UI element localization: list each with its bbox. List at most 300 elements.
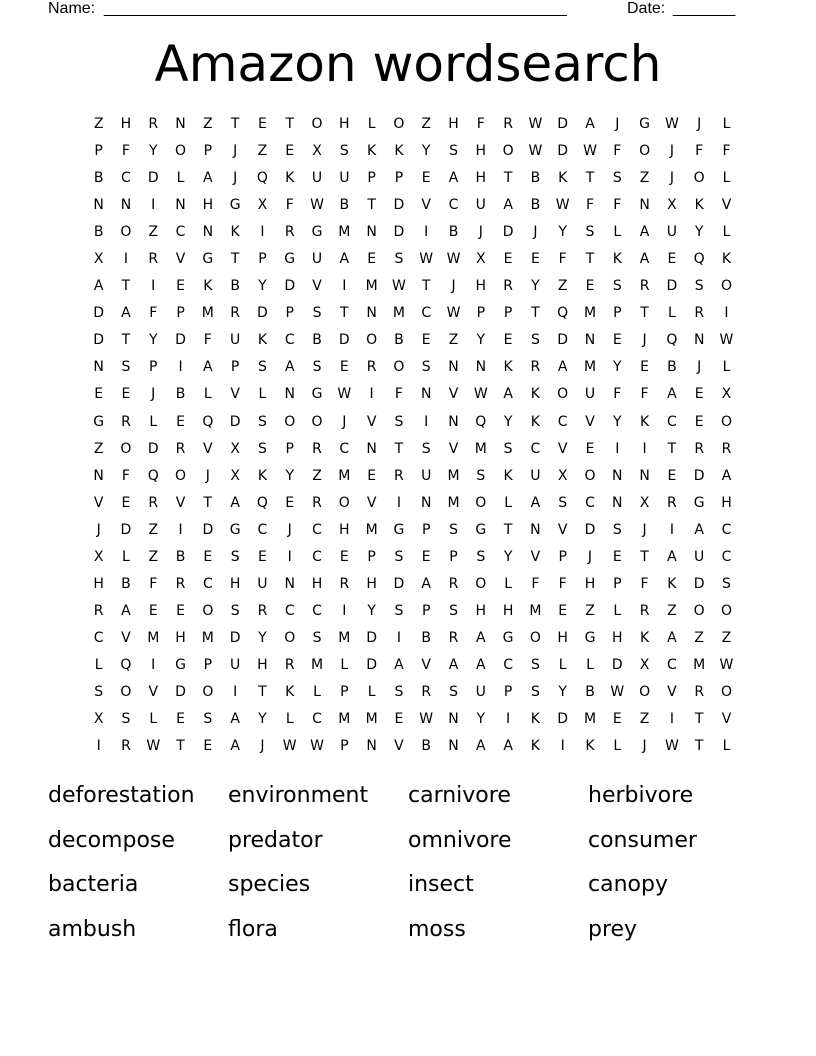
grid-cell: L — [722, 116, 731, 132]
grid-cell: K — [530, 738, 540, 755]
grid-cell: L — [504, 575, 512, 592]
grid-cell: S — [394, 413, 404, 430]
grid-cell: T — [585, 251, 595, 268]
grid-cell: Z — [694, 629, 704, 646]
grid-cell: J — [205, 467, 210, 484]
grid-cell: N — [175, 197, 186, 214]
grid-cell: A — [639, 251, 650, 268]
grid-cell: D — [229, 629, 241, 646]
grid-cell: E — [258, 548, 267, 565]
grid-cell: V — [366, 413, 377, 430]
grid-cell: D — [202, 521, 214, 538]
grid-cell: E — [121, 386, 131, 403]
grid-cell: A — [421, 575, 431, 592]
grid-cell: I — [342, 602, 347, 619]
grid-cell: F — [585, 197, 595, 214]
grid-cell: B — [530, 170, 541, 187]
grid-cell: T — [340, 305, 349, 322]
grid-cell: I — [369, 386, 374, 403]
grid-cell: I — [560, 738, 565, 755]
grid-cell: I — [151, 278, 156, 295]
grid-cell: K — [694, 197, 704, 214]
grid-cell: A — [667, 629, 677, 646]
grid-cell: T — [694, 738, 704, 755]
grid-cell: B — [421, 629, 432, 646]
grid-cell: V — [366, 494, 377, 511]
grid-row — [85, 327, 741, 354]
grid-cell: H — [120, 116, 132, 132]
grid-cell: C — [312, 711, 322, 728]
grid-cell: Z — [312, 467, 322, 484]
grid-cell: R — [312, 494, 322, 511]
grid-cell: N — [639, 467, 650, 484]
grid-cell: O — [338, 494, 350, 511]
grid-row — [85, 652, 741, 679]
grid-cell: T — [503, 170, 513, 187]
grid-cell: V — [667, 683, 677, 700]
grid-cell: E — [258, 116, 267, 132]
grid-cell: P — [503, 305, 513, 322]
grid-cell: V — [175, 494, 186, 511]
grid-cell: R — [448, 629, 459, 646]
grid-cell: K — [530, 386, 540, 403]
grid-cell: Y — [503, 413, 513, 430]
word-list-item: deforestation — [48, 783, 195, 808]
grid-cell: V — [230, 386, 240, 403]
grid-cell: D — [93, 332, 105, 349]
grid-cell: P — [558, 548, 567, 565]
grid-cell: V — [312, 278, 322, 295]
grid-cell: Z — [257, 143, 268, 160]
grid-cell: N — [420, 386, 432, 403]
header-line — [48, 0, 748, 20]
grid-cell: A — [121, 602, 131, 619]
grid-row — [85, 598, 741, 625]
grid-cell: L — [558, 656, 567, 673]
grid-cell: Q — [147, 467, 159, 484]
grid-cell: T — [640, 548, 649, 565]
grid-cell: M — [365, 278, 378, 295]
grid-cell: Y — [148, 143, 158, 160]
grid-cell: V — [448, 386, 459, 403]
grid-cell: L — [122, 548, 130, 565]
grid-row — [85, 679, 741, 706]
grid-cell: H — [502, 602, 514, 619]
grid-cell: S — [257, 413, 267, 430]
grid-cell: X — [230, 467, 240, 484]
grid-row — [85, 273, 741, 300]
grid-cell: E — [285, 494, 295, 511]
grid-cell: F — [613, 386, 622, 403]
grid-cell: J — [615, 116, 620, 132]
grid-cell: E — [503, 332, 513, 349]
grid-cell: E — [394, 711, 404, 728]
grid-cell: N — [366, 305, 377, 322]
grid-cell: R — [639, 602, 650, 619]
grid-cell: O — [557, 386, 569, 403]
grid-cell: C — [312, 602, 322, 619]
grid-cell: J — [642, 521, 647, 538]
grid-cell: I — [151, 197, 156, 214]
grid-cell: A — [203, 170, 213, 187]
grid-cell: T — [258, 683, 267, 700]
grid-cell: F — [149, 305, 158, 322]
grid-cell: W — [446, 251, 461, 268]
grid-cell: R — [257, 602, 268, 619]
grid-cell: E — [203, 738, 213, 755]
grid-cell: U — [694, 548, 705, 565]
grid-cell: X — [93, 548, 104, 565]
grid-cell: I — [96, 738, 101, 755]
grid-cell: K — [721, 251, 732, 268]
grid-cell: L — [149, 711, 158, 728]
grid-cell: A — [448, 170, 459, 187]
grid-cell: X — [93, 251, 104, 268]
grid-cell: V — [557, 440, 568, 457]
grid-cell: S — [121, 711, 131, 728]
grid-cell: O — [584, 467, 596, 484]
grid-cell: S — [558, 494, 568, 511]
grid-cell: S — [612, 170, 622, 187]
grid-cell: S — [476, 467, 486, 484]
grid-cell: B — [93, 224, 104, 241]
grid-cell: E — [640, 359, 650, 376]
grid-cell: D — [120, 521, 132, 538]
grid-cell: C — [557, 413, 568, 430]
grid-cell: L — [94, 656, 103, 673]
grid-cell: R — [93, 602, 104, 619]
grid-cell: H — [475, 170, 487, 187]
grid-cell: Q — [557, 305, 569, 322]
grid-cell: E — [694, 386, 704, 403]
grid-cell: C — [175, 224, 186, 241]
grid-cell: A — [503, 197, 513, 214]
grid-cell: O — [720, 602, 732, 619]
grid-cell: I — [424, 224, 429, 241]
grid-cell: D — [284, 278, 296, 295]
grid-cell: O — [475, 575, 487, 592]
grid-cell: W — [528, 116, 543, 132]
grid-cell: J — [287, 521, 292, 538]
grid-cell: E — [285, 143, 295, 160]
grid-cell: L — [613, 602, 622, 619]
grid-cell: A — [230, 738, 240, 755]
grid-cell: F — [613, 197, 622, 214]
grid-cell: H — [175, 629, 186, 646]
grid-cell: K — [203, 278, 213, 295]
grid-cell: H — [339, 116, 350, 132]
grid-cell: B — [530, 197, 541, 214]
grid-cell: A — [639, 224, 650, 241]
grid-cell: E — [176, 278, 185, 295]
grid-cell: L — [285, 711, 294, 728]
grid-cell: T — [121, 278, 131, 295]
grid-cell: H — [475, 602, 487, 619]
grid-cell: I — [642, 440, 647, 457]
grid-cell: T — [585, 170, 595, 187]
grid-cell: D — [93, 305, 105, 322]
grid-cell: K — [257, 467, 268, 484]
grid-cell: B — [312, 332, 322, 349]
grid-cell: O — [639, 143, 651, 160]
grid-cell: G — [284, 251, 296, 268]
grid-cell: P — [503, 683, 513, 700]
grid-cell: E — [667, 467, 677, 484]
grid-cell: M — [583, 305, 597, 322]
grid-cell: M — [447, 467, 460, 484]
word-list-item: ambush — [48, 916, 137, 942]
grid-cell: Z — [721, 629, 732, 646]
grid-cell: N — [420, 494, 432, 511]
grid-cell: D — [147, 170, 159, 187]
grid-cell: Y — [367, 602, 376, 619]
grid-cell: P — [203, 143, 213, 160]
grid-cell: O — [202, 683, 214, 700]
grid-cell: B — [421, 738, 432, 755]
grid-cell: R — [448, 575, 459, 592]
grid-cell: T — [230, 251, 240, 268]
grid-cell: N — [175, 116, 186, 132]
grid-cell: I — [260, 224, 265, 241]
grid-cell: T — [121, 332, 131, 349]
grid-cell: D — [611, 656, 623, 673]
grid-cell: Z — [93, 116, 104, 132]
grid-cell: E — [558, 602, 568, 619]
grid-cell: V — [421, 656, 431, 673]
grid-cell: G — [229, 521, 241, 538]
grid-cell: X — [257, 197, 268, 214]
grid-cell: F — [149, 575, 158, 592]
grid-cell: P — [176, 305, 185, 322]
grid-cell: S — [449, 683, 458, 700]
grid-cell: V — [203, 440, 213, 457]
grid-cell: W — [146, 738, 161, 755]
grid-cell: K — [639, 413, 650, 430]
grid-cell: Q — [475, 413, 487, 430]
grid-cell: C — [202, 575, 213, 592]
grid-cell: U — [475, 683, 486, 700]
grid-cell: N — [639, 197, 650, 214]
grid-cell: V — [530, 548, 541, 565]
grid-cell: B — [230, 278, 240, 295]
grid-cell: S — [312, 629, 322, 646]
grid-cell: M — [338, 629, 351, 646]
grid-cell: O — [502, 143, 514, 160]
grid-cell: U — [311, 170, 323, 187]
grid-cell: S — [394, 602, 404, 619]
grid-cell: N — [366, 224, 377, 241]
grid-cell: P — [149, 359, 158, 376]
grid-cell: M — [201, 305, 214, 322]
grid-cell: M — [338, 467, 351, 484]
grid-cell: X — [721, 386, 732, 403]
grid-cell: W — [719, 332, 734, 349]
grid-cell: Z — [421, 116, 431, 132]
grid-cell: L — [613, 738, 622, 755]
grid-cell: T — [531, 305, 540, 322]
grid-cell: L — [203, 386, 212, 403]
grid-cell: F — [613, 143, 622, 160]
grid-cell: J — [151, 386, 156, 403]
grid-cell: S — [530, 332, 540, 349]
grid-cell: C — [721, 521, 732, 538]
grid-cell: D — [557, 332, 569, 349]
grid-cell: K — [285, 170, 295, 187]
grid-cell: J — [478, 224, 483, 241]
grid-cell: S — [257, 359, 267, 376]
grid-cell: Z — [557, 278, 568, 295]
grid-cell: S — [94, 683, 104, 700]
grid-cell: V — [585, 413, 595, 430]
grid-cell: K — [394, 143, 404, 160]
grid-cell: D — [584, 521, 596, 538]
grid-cell: N — [448, 711, 459, 728]
grid-cell: Y — [421, 143, 431, 160]
grid-cell: S — [694, 278, 704, 295]
grid-cell: W — [719, 656, 734, 673]
grid-cell: U — [230, 656, 241, 673]
word-list-item: omnivore — [408, 827, 512, 853]
grid-cell: S — [257, 440, 267, 457]
grid-cell: L — [586, 656, 594, 673]
grid-row — [85, 192, 741, 219]
grid-cell: C — [93, 629, 104, 646]
grid-cell: C — [448, 197, 459, 214]
grid-cell: P — [421, 521, 431, 538]
grid-cell: J — [451, 278, 456, 295]
grid-cell: S — [612, 278, 622, 295]
grid-cell: R — [694, 305, 705, 322]
grid-cell: I — [615, 440, 620, 457]
grid-cell: R — [667, 494, 677, 511]
grid-cell: O — [284, 629, 296, 646]
grid-cell: B — [448, 224, 459, 241]
grid-cell: M — [310, 656, 324, 673]
grid-cell: D — [393, 197, 405, 214]
grid-cell: F — [558, 251, 567, 268]
grid-cell: Y — [476, 332, 486, 349]
grid-cell: C — [121, 170, 131, 187]
grid-cell: V — [394, 738, 404, 755]
grid-cell: T — [230, 116, 240, 132]
grid-cell: G — [502, 629, 514, 646]
grid-cell: E — [667, 251, 677, 268]
grid-cell: S — [203, 711, 213, 728]
word-list-item: carnivore — [408, 783, 511, 808]
grid-cell: A — [667, 386, 677, 403]
grid-cell: W — [419, 251, 434, 268]
grid-cell: T — [694, 711, 704, 728]
grid-cell: A — [394, 656, 404, 673]
grid-cell: V — [721, 711, 732, 728]
name-blank: ____________________________________________________ — [104, 0, 567, 17]
grid-cell: F — [121, 467, 130, 484]
grid-cell: T — [503, 521, 513, 538]
grid-cell: P — [230, 359, 240, 376]
grid-cell: O — [639, 683, 651, 700]
grid-cell: J — [233, 143, 238, 160]
grid-cell: L — [176, 170, 185, 187]
grid-cell: V — [721, 197, 732, 214]
grid-cell: P — [258, 251, 267, 268]
grid-cell: B — [175, 386, 186, 403]
grid-cell: G — [93, 413, 105, 430]
grid-cell: G — [693, 494, 705, 511]
grid-cell: I — [342, 278, 347, 295]
grid-cell: Y — [531, 278, 540, 295]
grid-cell: H — [448, 116, 459, 132]
grid-cell: A — [476, 656, 486, 673]
grid-cell: N — [366, 738, 377, 755]
grid-cell: J — [342, 413, 347, 430]
grid-cell: S — [530, 683, 540, 700]
grid-cell: G — [202, 251, 214, 268]
grid-cell: P — [367, 170, 376, 187]
grid-cell: T — [394, 440, 404, 457]
grid-cell: I — [123, 251, 129, 268]
grid-cell: T — [640, 305, 649, 322]
grid-cell: B — [175, 548, 186, 565]
grid-cell: Y — [558, 683, 567, 700]
grid-cell: W — [528, 143, 543, 160]
grid-cell: G — [311, 386, 323, 403]
grid-cell: R — [530, 359, 541, 376]
grid-cell: C — [585, 494, 595, 511]
grid-cell: N — [693, 332, 705, 349]
grid-cell: W — [664, 116, 679, 132]
grid-cell: F — [476, 116, 485, 132]
grid-cell: P — [340, 683, 349, 700]
grid-cell: L — [722, 359, 731, 376]
grid-cell: N — [93, 359, 104, 376]
date-label: Date: — [627, 0, 666, 17]
grid-cell: R — [339, 575, 350, 592]
grid-cell: R — [503, 278, 513, 295]
grid-cell: H — [229, 575, 241, 592]
grid-cell: R — [175, 440, 186, 457]
grid-cell: J — [697, 359, 702, 376]
grid-cell: K — [503, 467, 513, 484]
grid-cell: Z — [148, 548, 159, 565]
grid-row — [85, 571, 741, 598]
grid-cell: O — [529, 629, 541, 646]
grid-cell: S — [449, 521, 458, 538]
grid-row — [85, 354, 741, 381]
grid-cell: C — [312, 521, 322, 538]
letter-grid — [85, 111, 741, 760]
grid-cell: H — [311, 575, 323, 592]
grid-cell: N — [448, 359, 459, 376]
grid-cell: L — [367, 116, 376, 132]
grid-cell: W — [391, 278, 406, 295]
word-list-item: moss — [408, 916, 466, 942]
grid-cell: Y — [613, 413, 622, 430]
grid-cell: H — [612, 629, 623, 646]
grid-cell: X — [639, 656, 650, 673]
grid-cell: R — [121, 738, 131, 755]
grid-cell: S — [449, 602, 458, 619]
grid-cell: C — [530, 440, 541, 457]
grid-cell: Y — [476, 711, 486, 728]
grid-cell: E — [339, 359, 349, 376]
grid-cell: P — [421, 602, 431, 619]
grid-cell: C — [421, 305, 432, 322]
grid-cell: E — [585, 440, 595, 457]
grid-cell: P — [613, 575, 622, 592]
grid-cell: S — [394, 683, 404, 700]
grid-row — [85, 409, 741, 436]
grid-cell: U — [257, 575, 268, 592]
